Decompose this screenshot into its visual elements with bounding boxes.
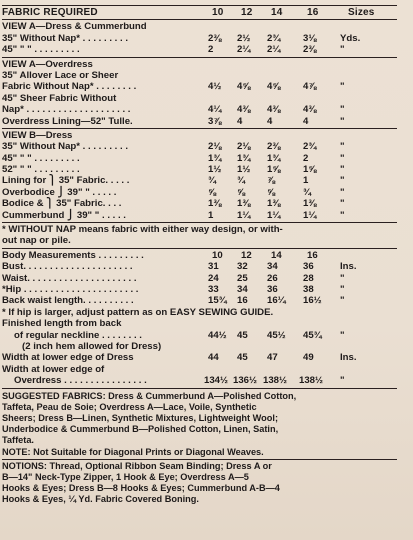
body-measurements-header [2,250,397,261]
table-row [2,175,397,186]
hem-note: (2 inch hem allowed for Dress) [22,340,162,352]
size-value: 138½ [263,375,288,387]
unit-label: " [340,209,345,221]
table-row [2,141,397,152]
size-value: ¾ [208,175,217,187]
size-value: 49 [303,352,314,364]
table-row [2,116,397,127]
unit-label: " [340,375,345,387]
size-value: 4⅜ [237,104,251,116]
size-value: 34 [237,283,248,295]
size-value: 16 [237,295,248,307]
sizes-label: Sizes [348,7,375,18]
row-label: 45" Sheer Fabric Without [2,92,117,104]
size-value: 4⅝ [237,81,251,93]
size-value: 2½ [237,32,251,44]
size-value: 2 [303,152,309,164]
row-label: Bodice & ⎫ 35" Fabric. . . . [2,198,122,210]
size-value: 2¼ [267,44,281,56]
size-value: 2⅜ [208,32,222,44]
suggested-fabrics [2,391,397,458]
size-value: 33 [208,283,219,295]
size-value: 138½ [299,375,324,387]
size-value: 1¾ [208,152,222,164]
table-row [2,153,397,164]
size-value: 4⅝ [267,81,281,93]
table-row [2,210,397,221]
table-row [2,33,397,44]
size-header: 14 [271,249,282,261]
notions-line: B—14" Neck-Type Zipper, 1 Hook & Eye; Overdress A—5 [2,471,249,482]
size-value: 1⅜ [267,198,281,210]
section-title: VIEW A—Overdress [2,58,93,70]
divider-rule [2,57,397,58]
unit-label: " [340,283,345,295]
size-value: 25 [237,272,248,284]
divider-rule [2,459,397,460]
table-row [2,44,397,55]
size-value: 16½ [303,295,322,307]
size-value: 1⅜ [237,198,251,210]
unit-label: " [340,141,345,153]
body-title: Body Measurements . . . . . . . . . [2,249,144,261]
size-value: 1¾ [267,152,281,164]
row-label: of regular neckline . . . . . . . . [14,329,142,341]
size-value: 4½ [208,81,222,93]
table-row [2,375,397,386]
row-label: Bust. . . . . . . . . . . . . . . . . . . . . [2,261,133,273]
notions [2,461,397,506]
size-value: ⅝ [208,186,217,198]
size-value: 44½ [208,329,227,341]
size-value: 3⅞ [208,115,222,127]
divider-rule [2,5,397,6]
table-row [2,70,397,81]
row-label: 35" Without Nap* . . . . . . . . . [2,141,128,153]
size-value: 16¼ [267,295,286,307]
table-row [2,81,397,92]
width-overdress-label: Width at lower edge of [2,363,105,375]
size-value: 2⅜ [303,44,317,56]
size-value: 4⅞ [303,81,317,93]
unit-label: " [340,175,345,187]
size-value: 45 [237,352,248,364]
row-label: Width at lower edge of Dress [2,352,134,364]
size-value: 1⅝ [267,164,281,176]
size-value: 34 [267,261,278,273]
suggested-line: SUGGESTED FABRICS: Dress & Cummerbund A—Polished Cotton, [2,390,297,401]
unit-label: " [340,104,345,116]
unit-label: " [340,44,345,56]
unit-label: Yds. [340,32,361,44]
size-value: 1 [303,175,309,187]
size-value: 1¼ [267,209,281,221]
row-label: Nap* . . . . . . . . . . . . . . . . . . . . [2,104,131,116]
size-header: 12 [241,249,252,261]
header-row [2,7,397,18]
size-value: 1 [208,209,214,221]
size-value: 134½ [204,375,229,387]
table-row [2,104,397,115]
size-header: 12 [241,7,253,18]
size-value: ¾ [303,186,312,198]
size-value: ¾ [237,175,246,187]
size-value: 45 [237,329,248,341]
size-value: 2⅛ [208,141,222,153]
size-value: 1⅜ [208,198,222,210]
size-value: 36 [303,261,314,273]
hip-note: * If hip is larger, adjust pattern as on EASY SEWING GUIDE. [2,306,274,318]
suggested-line: Sheers; Dress B—Linen, Synthetic Mixtures, Lightweight Wool; [2,412,279,423]
size-value: 36 [267,283,278,295]
size-value: 3⅛ [303,32,317,44]
row-label: 45" " " . . . . . . . . . [2,152,80,164]
size-value: 1¼ [303,209,317,221]
divider-rule [2,19,397,20]
table-row [2,352,397,363]
row-label: Overbodice ⎭ 39" " . . . . . [2,186,117,198]
divider-rule [2,222,397,223]
table-row [2,261,397,272]
size-header: 10 [212,249,223,261]
size-value: 15¾ [208,295,227,307]
size-header: 14 [271,7,283,18]
unit-label: Ins. [340,261,357,273]
row-label: 45" " " . . . . . . . . . [2,44,80,56]
section-title: VIEW A—Dress & Cummerbund [2,21,147,33]
divider-rule [2,128,397,129]
suggested-line: Underbodice & Cummerbund B—Polished Cotton, Linen, Satin, [2,424,279,435]
size-header: 16 [307,249,318,261]
fabric-chart [2,5,397,506]
finished-length-label: Finished length from back [2,318,122,330]
size-value: 1⅜ [303,198,317,210]
size-value: 28 [303,272,314,284]
size-value: 26 [267,272,278,284]
size-header: 16 [307,7,319,18]
row-label: Fabric Without Nap* . . . . . . . . [2,81,137,93]
size-value: 2⅜ [267,141,281,153]
size-header: 10 [212,7,224,18]
suggested-line: Taffeta. [2,435,34,446]
size-value: 1¼ [237,209,251,221]
notions-line: NOTIONS: Thread, Optional Ribbon Seam Binding; Dress A or [2,460,272,471]
table-row [2,330,397,341]
row-label: Lining for ⎫ 35" Fabric. . . . . [2,175,130,187]
size-value: 4⅜ [267,104,281,116]
size-value: 4 [303,115,309,127]
notions-line: Hooks & Eyes, ¼ Yd. Fabric Covered Boning. [2,494,199,505]
size-value: 45½ [267,329,286,341]
unit-label: " [340,164,345,176]
size-value: 1⅝ [303,164,317,176]
unit-label: " [340,186,345,198]
size-value: 2¾ [267,32,281,44]
nap-note: * WITHOUT NAP means fabric with either way design, or with- [2,224,283,236]
row-label: Overdress . . . . . . . . . . . . . . . . [14,375,147,387]
size-value: 4 [237,115,243,127]
size-value: 45¾ [303,329,322,341]
unit-label: " [340,115,345,127]
table-row [2,164,397,175]
row-label: *Hip . . . . . . . . . . . . . . . . . . . . . . [2,283,139,295]
chart-title: FABRIC REQUIRED [2,7,98,18]
notions-line: Hooks & Eyes; Dress B—8 Hooks & Eyes; Cummerbund A-B—4 [2,483,280,494]
unit-label: " [340,81,345,93]
size-value: 136½ [233,375,258,387]
row-label: 52" " " . . . . . . . . . [2,164,80,176]
unit-label: Ins. [340,352,357,364]
divider-rule [2,388,397,389]
size-value: 32 [237,261,248,273]
unit-label: " [340,295,345,307]
size-value: 2¼ [237,44,251,56]
size-value: 2⅛ [237,141,251,153]
size-value: 4¼ [208,104,222,116]
size-value: ⅞ [267,175,276,187]
size-value: 38 [303,283,314,295]
size-value: ⅝ [237,186,246,198]
section-title: VIEW B—Dress [2,129,73,141]
row-label: Back waist length. . . . . . . . . . [2,295,134,307]
size-value: 47 [267,352,278,364]
size-value: 2 [208,44,214,56]
unit-label: " [340,198,345,210]
size-value: 24 [208,272,219,284]
row-label: Waist. . . . . . . . . . . . . . . . . . . . . [2,272,137,284]
suggested-line: Taffeta, Peau de Soie; Overdress A—Lace, Voile, Synthetic [2,401,257,412]
size-value: 1½ [208,164,222,176]
size-value: 44 [208,352,219,364]
table-row [2,295,397,306]
row-label: 35" Allover Lace or Sheer [2,69,119,81]
size-value: 1¾ [237,152,251,164]
row-label: 35" Without Nap* . . . . . . . . . [2,32,128,44]
size-value: 31 [208,261,219,273]
divider-rule [2,248,397,249]
size-value: 4⅜ [303,104,317,116]
size-value: ⅝ [267,186,276,198]
row-label: Cummerbund ⎭ 39" " . . . . . [2,209,126,221]
nap-note: out nap or pile. [2,235,71,247]
table-row [2,187,397,198]
suggested-line: NOTE: Not Suitable for Diagonal Prints or Diagonal Weaves. [2,446,264,457]
unit-label: " [340,152,345,164]
table-row [2,198,397,209]
size-value: 4 [267,115,273,127]
table-row [2,93,397,104]
unit-label: " [340,329,345,341]
size-value: 2¾ [303,141,317,153]
size-value: 1½ [237,164,251,176]
table-row [2,273,397,284]
row-label: Overdress Lining—52" Tulle. [2,115,133,127]
unit-label: " [340,272,345,284]
table-row [2,284,397,295]
